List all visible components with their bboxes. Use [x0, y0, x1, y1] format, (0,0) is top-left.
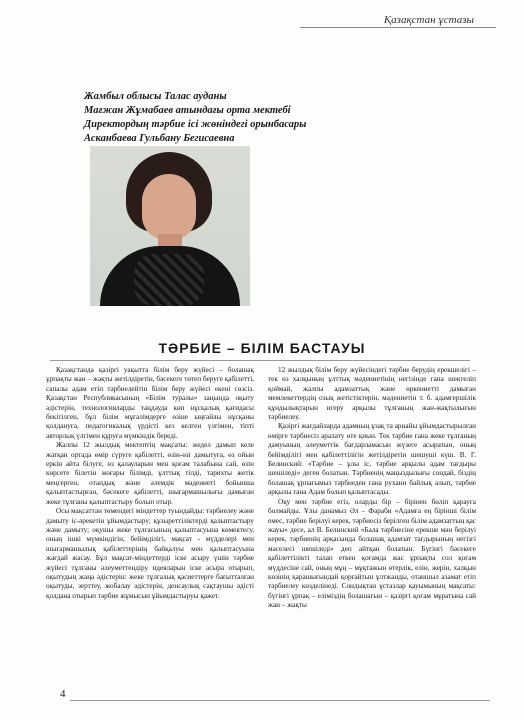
author-name: Асканбаева Гульбану Бегисаевна: [84, 133, 235, 144]
right-column: [268, 366, 476, 611]
paragraph: 12 жылдық білім беру жүйесіндегі тәрбие берудің ерекшелігі – тек өз халқының ұлттық мәдениетінің негізінде ғана шектеліп қоймай, жалпы адамзаттық және өркениетті дамыған мемлекеттердің озық жетістіктерін, мәдениетін т. б. адамгершілік құндылықтарын игеру арқылы тұлғаның жан-жақтылығын тәрбиелеу.: [268, 366, 476, 422]
author-school: Мағжан Жұмабаев атындағы орта мектебі: [84, 105, 291, 116]
author-block: [84, 90, 464, 146]
paragraph: Жалпы 12 жылдық мектептің мақсаты: жедел дамып келе жатқан ортада өмір сүруге қабілетті, өзін-өзі дамытуға, өз ойын еркін айта білуге, өз қалауларын мен қоғам талабына сай, өзін көрсете білетін жоғары білімді, ұлттық тілді, тарихты жетік меңгерген, отандық және әлемдік мәдениеті бойынша қалыптастырған, бәсекеге қабілетті, шығармашылығы дамыған жеке тұлғаны қалыптастыру болып отыр.: [46, 441, 254, 506]
footer-rule: [70, 700, 490, 701]
author-photo: [90, 146, 250, 306]
left-column: [46, 366, 254, 601]
author-position: Директордың тәрбие ісі жөніндегі орынбасары: [84, 119, 307, 130]
running-head: Қазақстан ұстазы: [383, 14, 474, 26]
author-region: Жамбыл облысы Талас ауданы: [84, 91, 227, 102]
title-rule: [50, 360, 470, 361]
page-number: 4: [60, 688, 66, 700]
header-rule: [300, 27, 496, 28]
article-title: ТӘРБИЕ – БІЛІМ БАСТАУЫ: [158, 340, 366, 356]
paragraph: Оқу мен тәрбие егіз, оларды бір – бірінен бөліп қарауға болмайды. Ұлы данамыз Әл – Фараби «Адамға ең бірінші білім емес, тәрбие берілуі керек, тәрбиесіз берілген білім адамзаттың қас жауы» десе, ал В. Белинский «Бала тәрбиесіне ерекше мән берілуі керек, тәрбиенің арқасында болашақ адамзат тағдырының негізгі мәселесі шешіледі» деп айтқан болатын. Бүгінгі бәсекеге қабілеттілікті талап еткен қоғамда жас ұрпақты сол қоғам мүддесіне сай, оның мұң – мұқтажын өтерлік, елін, жерін, халқын көзінің қарашығындай қорғайтын ұлтжанды, отаншыл азамат етіп тәрбиелеу көзделінеді. Сондықтан ұстазлар қауымының мақсаты: бүгінгі ұрпақ – еліміздің болашағын – қазіргі қоғам мұратына сай жан – жақты: [268, 497, 476, 610]
paragraph: Осы мақсаттан төмендегі міндеттер туындайды: тәрбиелеу және дамыту іс-әрекетін ұйымдастыру; құзыреттіліктерді қалыптастыру және дамыту; оқушы жеке тұлғасының қалыптасуына көмектесу, оның ішкі мүмкіндігін, бейімділігі, мақсат - мүдделері мен шығармашылық қабілеттерінің байқалуы мен қалыптасуына жағдай жасау. Бұл мақсат-міндеттерді іске асыру үшін тәрбие жүйесі тұлғаны әлеуметтендіру идеяларын іске асыра отырып, оқытудың жаңа әдістерін: жеке тұлғалық қасиеттерге бағытталған оқытуды, зерттеу, жобалау әдістерін, денсаулық сақтаушы әдісті қолдана отырып тәрбие жұмысын ұйымдастыруы қажет.: [46, 507, 254, 600]
paragraph: Қазақстанда қазіргі уақытта білім беру жүйесі – болашақ ұрпақты жан – жақты жетілдіретін, бәсекеге төтеп беруге қабілетті, сапалы адам етіп тәрбиелейтін білім беру жүйесі екені сөзсіз. Қазақстан Республикасының «Білім туралы» заңында оқыту әдістерін, технологияларды таңдауда көп нұсқалық қағидасы бекітілген, бұл білім мұғалімдерге өзіне ыңғайлы нұсқаны қолдануға, педагогикалық үрдісті кез келген үлгімен, тіпті авторлық үлгімен құруға мүмкіндік береді.: [46, 366, 254, 440]
paragraph: Қазіргі жағдайларда адамның ұзақ та арнайы ұйымдастырылған өмірге тәрбиесіз аралату өте қиын. Тек тәрбие ғана жеке тұлғаның дамуының әлеуметтік бағдарламасын жүзеге асыратын, оның бейімділігі мен қабілеттілігін жетілдіретін шешуші күш. В. Г. Белинский: «Тәрбие – ұлы іс, тәрбие арқылы адам тағдыры шешіледі» деген болатын. Тәрбиенің маңыздылығы сондай, біздің болашақ ұрпағымыз тәрбиеден ғана рухани байлық алып, тәрбие арқылы ғана Адам болып қалыптасады.: [268, 422, 476, 497]
